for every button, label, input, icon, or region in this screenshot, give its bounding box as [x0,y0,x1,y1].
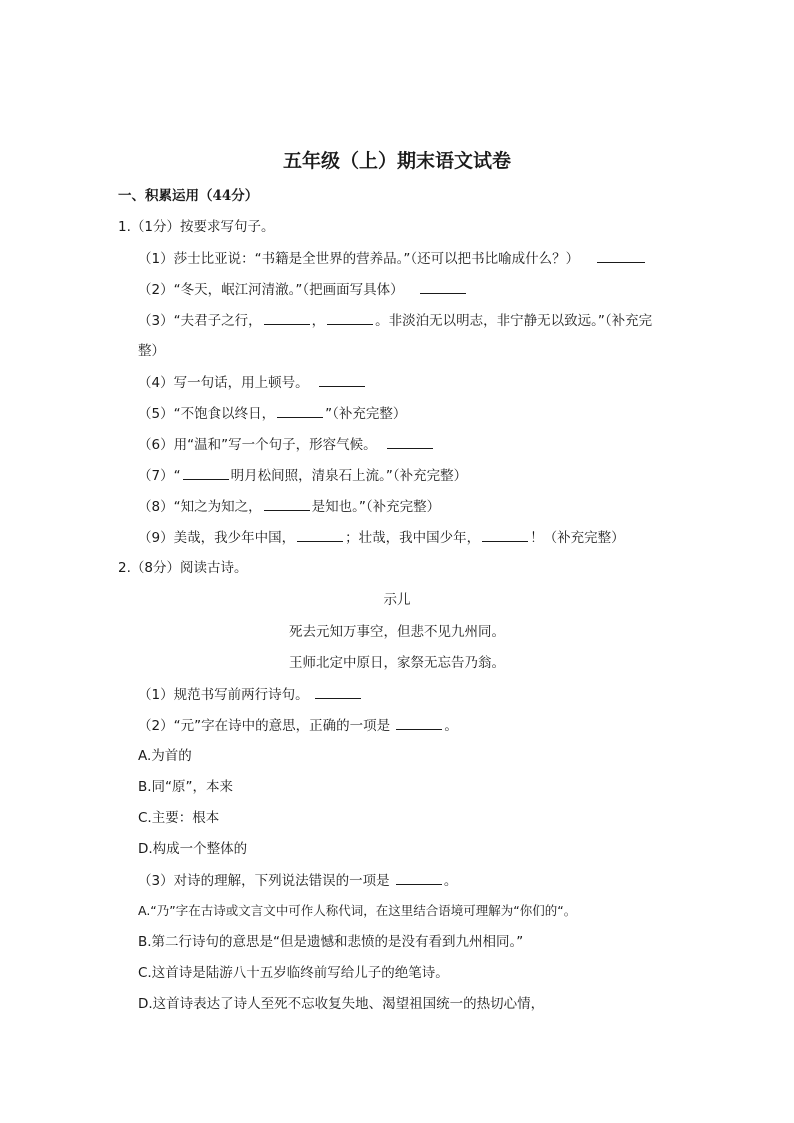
q1-item-8-text-a: （8）“知之为知之， [138,499,262,515]
q2-sub-3 [138,870,457,891]
option-b[interactable]: B.同“原”，本来 [138,779,234,795]
q1-item-2-text: （2）“冬天，岷江河清澈。”（把画面写具体） [138,282,404,298]
option-c[interactable]: C.这首诗是陆游八十五岁临终前写给儿子的绝笔诗。 [138,965,449,981]
q2-sub-1 [138,684,363,705]
option-a[interactable]: A.“乃”字在古诗或文言文中可作人称代词，在这里结合语境可理解为“你们的“。 [138,903,577,918]
section-heading: 一、积累运用（44分） [118,188,259,204]
answer-blank[interactable] [183,465,229,480]
q2-sub-1-text: （1）规范书写前两行诗句。 [138,687,309,703]
q1-item-6-text: （6）用“温和”写一个句子，形容气候。 [138,437,377,453]
answer-blank[interactable] [420,279,466,294]
page-title: 五年级（上）期末语文试卷 [282,150,511,172]
answer-blank[interactable] [297,527,343,542]
q2-sub-3-end: 。 [443,873,458,889]
q1-item-3-text-b: ， [311,313,326,329]
answer-blank[interactable] [277,403,323,418]
q2-sub-3-text: （3）对诗的理解，下列说法错误的一项是 [138,873,390,889]
q1-item-5-text-b: ”（补充完整） [325,406,407,422]
q1-item-4-text: （4）写一句话，用上顿号。 [138,375,309,391]
answer-blank[interactable] [319,372,365,387]
q1-item-1-text: （1）莎士比亚说：“书籍是全世界的营养品。”（还可以把书比喻成什么？） [138,251,580,267]
q1-item-9 [138,527,625,548]
q1-item-5 [138,403,406,424]
option-b[interactable]: B.第二行诗句的意思是“但是遗憾和悲愤的是没有看到九州相同。” [138,934,524,950]
q1-item-8-text-b: 是知也。”（补充完整） [311,499,441,515]
q2-sub-2 [138,715,458,736]
q1-item-3 [138,310,652,331]
answer-blank[interactable] [327,310,373,325]
q1-item-7 [138,465,467,486]
q1-item-7-text-a: （7）“ [138,468,181,484]
q2-sub-2-text: （2）“元”字在诗中的意思，正确的一项是 [138,718,391,734]
q1-item-1 [138,248,647,269]
answer-blank[interactable] [597,248,645,263]
q1-item-6 [138,434,435,455]
q1-item-4 [138,372,367,393]
option-c[interactable]: C.主要：根本 [138,810,220,826]
q1-item-3-text-a: （3）“夫君子之行， [138,313,262,329]
q1-item-5-text-a: （5）“不饱食以终日， [138,406,276,422]
question-1-heading: 1.（1分）按要求写句子。 [118,219,275,235]
answer-blank[interactable] [396,715,442,730]
poem-line-1: 死去元知万事空，但悲不见九州同。 [289,624,505,640]
q1-item-9-text-c: ！（补充完整） [530,530,625,546]
q1-item-3-continued: 整） [138,343,165,359]
q1-item-2 [138,279,468,300]
option-d[interactable]: D.这首诗表达了诗人至死不忘收复失地、渴望祖国统一的热切心情， [138,996,545,1012]
answer-blank[interactable] [396,870,442,885]
q2-sub-2-end: 。 [444,718,458,734]
option-d[interactable]: D.构成一个整体的 [138,841,248,857]
answer-blank[interactable] [387,434,433,449]
q1-item-7-text-b: 明月松间照，清泉石上流。”（补充完整） [230,468,468,484]
answer-blank[interactable] [315,684,361,699]
q1-item-8 [138,496,440,517]
q1-item-3-text-c: 。非淡泊无以明志，非宁静无以致远。”（补充完 [375,313,653,329]
poem-line-2: 王师北定中原日，家祭无忘告乃翁。 [289,655,505,671]
answer-blank[interactable] [264,496,310,511]
poem-title: 示儿 [383,592,411,608]
q1-item-9-text-a: （9）美哉，我少年中国， [138,530,296,546]
answer-blank[interactable] [264,310,310,325]
option-a[interactable]: A.为首的 [138,748,192,764]
q1-item-9-text-b: ；壮哉，我中国少年， [345,530,481,546]
question-2-heading: 2.（8分）阅读古诗。 [118,560,248,576]
answer-blank[interactable] [482,527,528,542]
